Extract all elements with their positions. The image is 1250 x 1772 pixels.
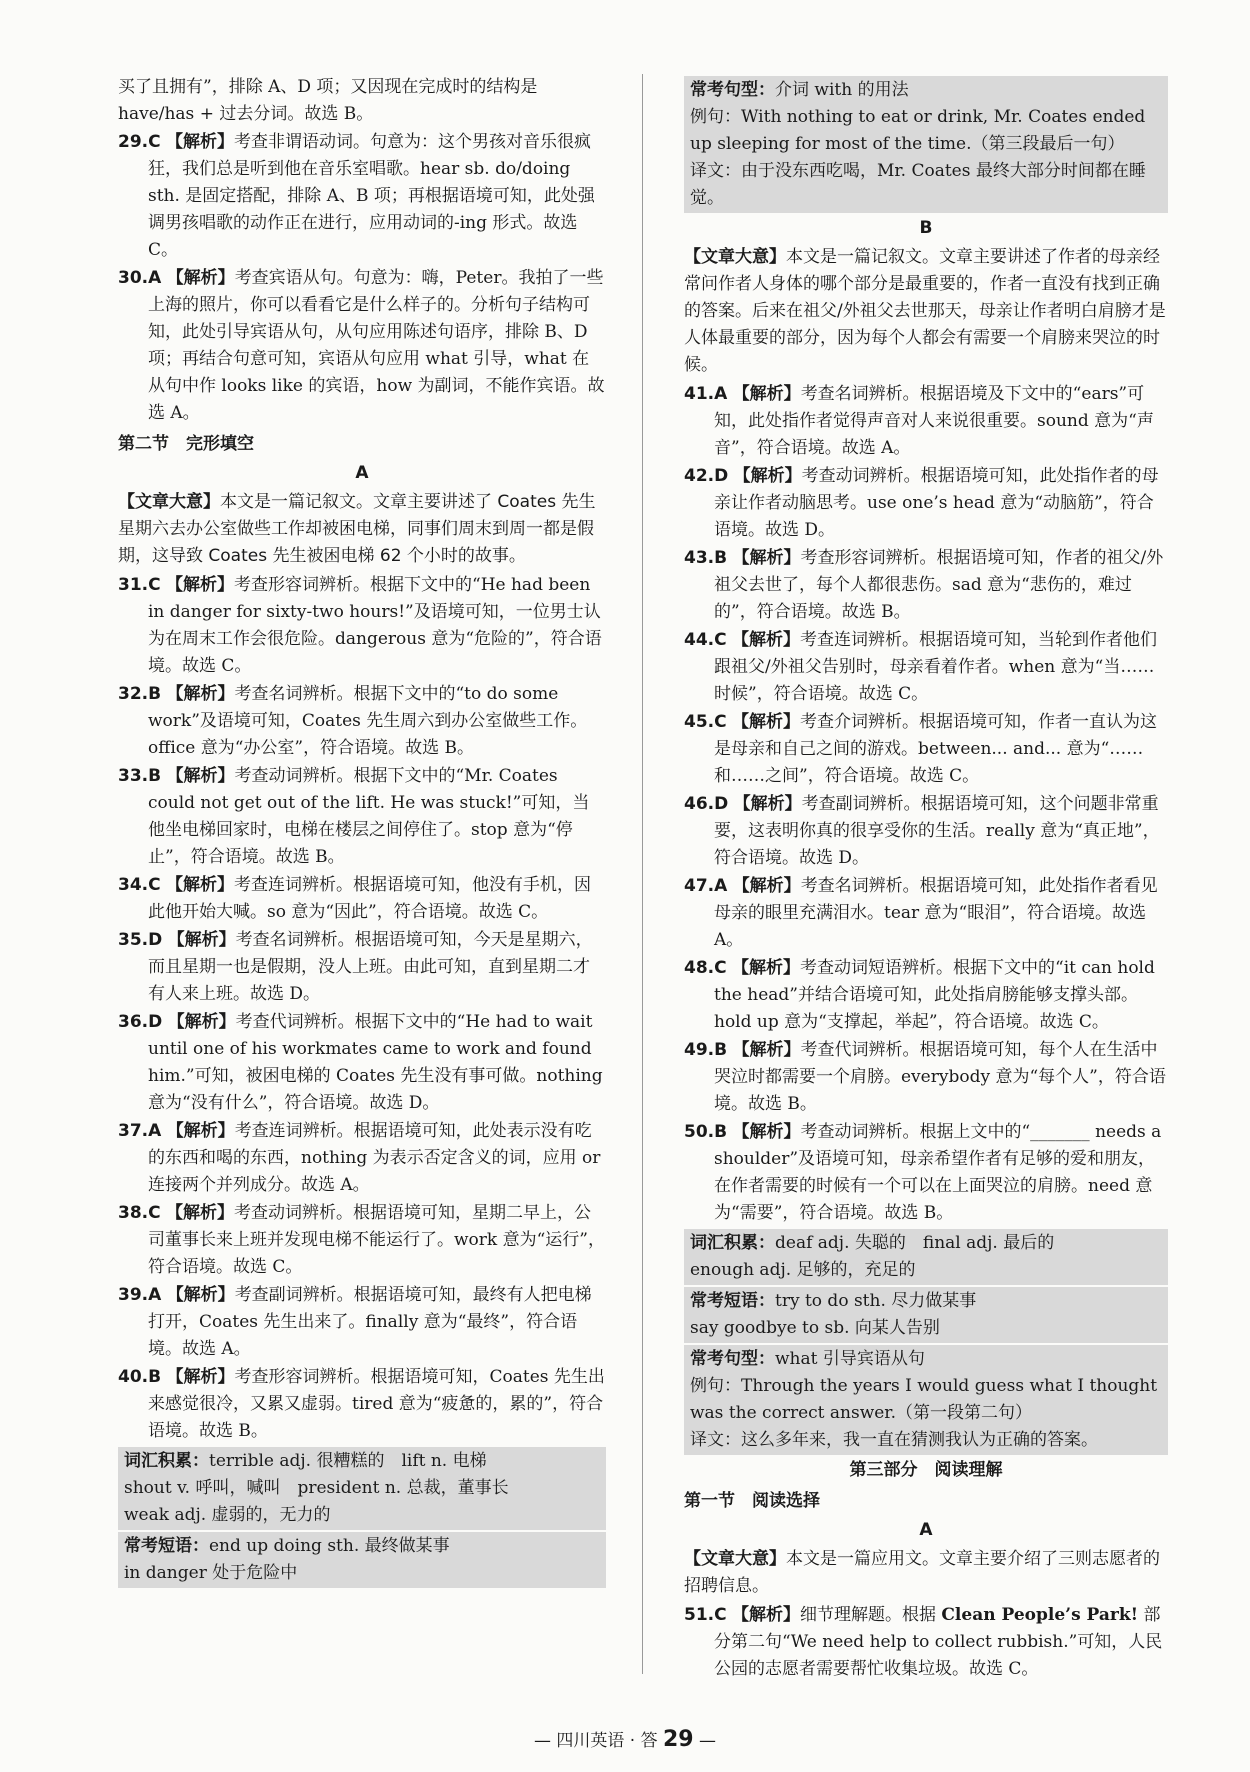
answer-32: 32.B 【解析】考查名词辨析。根据下文中的“to do some work”及语境可知，Coates 先生周六到办公室做些工作。office 意为“办公室”，符合语境。故选 B。	[118, 684, 588, 758]
sentence-pattern-box-b: 常考句型：what 引导宾语从句 例句：Through the years I would guess what I thought was the correct answer.（第一段第二句） 译文：这么多年来，我一直在猜测我认为正确的答案。	[684, 1345, 1168, 1455]
page-footer: — 四川英语 · 答 29 —	[533, 1727, 717, 1752]
section-heading-cloze: 第二节 完形填空	[118, 434, 254, 454]
section-heading-reading: 第一节 阅读选择	[684, 1491, 820, 1511]
answer-38: 38.C 【解析】考查动词辨析。根据语境可知，星期二早上，公司董事长来上班并发现电梯不能运行了。work 意为“运行”，符合语境。故选 C。	[118, 1203, 605, 1277]
answer-49: 49.B 【解析】考查代词辨析。根据语境可知，每个人在生活中哭泣时都需要一个肩膀。everybody 意为“每个人”，符合语境。故选 B。	[684, 1040, 1166, 1114]
answer-35: 35.D 【解析】考查名词辨析。根据语境可知，今天是星期六，而且星期一也是假期，没人上班。由此可知，直到星期二才有人来上班。故选 D。	[118, 930, 593, 1004]
answer-31: 31.C 【解析】考查形容词辨析。根据下文中的“He had been in danger for sixty-two hours!”及语境可知，一位男士认为在周末工作会很危险。dangerous 意为“危险的”，符合语境。故选 C。	[118, 575, 602, 676]
answer-45: 45.C 【解析】考查介词辨析。根据语境可知，作者一直认为这是母亲和自己之间的游戏。between... and... 意为“……和……之间”，符合语境。故选 C。	[684, 712, 1157, 786]
answer-30: 30.A 【解析】考查宾语从句。句意为：嗨，Peter。我拍了一些上海的照片，你可以看看它是什么样子的。分析句子结构可知，此处引导宾语从句，从句应用陈述句语序，排除 B、D 项；再结合句意可知，宾语从句应用 what 引导，what 在从句中作 looks like 的宾语，how 为副词，不能作宾语。故选 A。	[118, 268, 605, 423]
answer-39: 39.A 【解析】考查副词辨析。根据语境可知，最终有人把电梯打开，Coates 先生出来了。finally 意为“最终”，符合语境。故选 A。	[118, 1285, 592, 1359]
vocabulary-box-b: 词汇积累：deaf adj. 失聪的 final adj. 最后的 enough adj. 足够的，充足的	[684, 1229, 1168, 1285]
continued-answer: 买了且拥有”，排除 A、D 项；又因现在完成时的结构是 have/has + 过去分词。故选 B。	[118, 77, 538, 124]
answer-29: 29.C 【解析】考查非谓语动词。句意为：这个男孩对音乐很疯狂，我们总是听到他在音乐室唱歌。hear sb. do/doing sth. 是固定搭配，排除 A、B 项；再根据语境可知，此处强调男孩唱歌的动作正在进行，应用动词的-ing 形式。故选 C。	[118, 132, 595, 260]
answer-44: 44.C 【解析】考查连词辨析。根据语境可知，当轮到作者他们跟祖父/外祖父告别时，母亲看着作者。when 意为“当……时候”，符合语境。故选 C。	[684, 630, 1157, 704]
answer-41: 41.A 【解析】考查名词辨析。根据语境及下文中的“ears”可知，此处指作者觉得声音对人来说很重要。sound 意为“声音”，符合语境。故选 A。	[684, 384, 1154, 458]
passage-letter-a-reading: A	[919, 1520, 933, 1540]
page-number: 29	[663, 1727, 694, 1752]
part-heading-reading: 第三部分 阅读理解	[849, 1460, 1003, 1480]
right-column	[684, 74, 1168, 1684]
answer-37: 37.A 【解析】考查连词辨析。根据语境可知，此处表示没有吃的东西和喝的东西，nothing 为表示否定含义的词，应用 or 连接两个并列成分。故选 A。	[118, 1121, 601, 1195]
answer-42: 42.D 【解析】考查动词辨析。根据语境可知，此处指作者的母亲让作者动脑思考。use one’s head 意为“动脑筋”，符合语境。故选 D。	[684, 466, 1159, 540]
answer-47: 47.A 【解析】考查名词辨析。根据语境可知，此处指作者看见母亲的眼里充满泪水。tear 意为“眼泪”，符合语境。故选 A。	[684, 876, 1158, 950]
passage-summary-c: 【文章大意】本文是一篇应用文。文章主要介绍了三则志愿者的招聘信息。	[684, 1549, 1160, 1596]
answer-48: 48.C 【解析】考查动词短语辨析。根据下文中的“it can hold the head”并结合语境可知，此处指肩膀能够支撑头部。hold up 意为“支撑起，举起”，符合语境。故选 C。	[684, 958, 1155, 1032]
phrase-box-b: 常考短语：try to do sth. 尽力做某事 say goodbye to sb. 向某人告别	[684, 1287, 1168, 1343]
answer-33: 33.B 【解析】考查动词辨析。根据下文中的“Mr. Coates could not get out of the lift. He was stuck!”可知，当他坐电梯回家时，电梯在楼层之间停住了。stop 意为“停止”，符合语境。故选 B。	[118, 766, 590, 867]
answer-40: 40.B 【解析】考查形容词辨析。根据语境可知，Coates 先生出来感觉很冷，又累又虚弱。tired 意为“疲惫的，累的”，符合语境。故选 B。	[118, 1367, 605, 1441]
passage-letter-a: A	[355, 463, 369, 483]
answer-50: 50.B 【解析】考查动词辨析。根据上文中的“_______ needs a shoulder”及语境可知，母亲希望作者有足够的爱和朋友，在作者需要的时候有一个可以在上面哭泣的肩膀。need 意为“需要”，符合语境。故选 B。	[684, 1122, 1162, 1223]
left-column	[118, 74, 606, 1590]
passage-summary-b: 【文章大意】本文是一篇记叙文。文章主要讲述了作者的母亲经常问作者人身体的哪个部分是最重要的，作者一直没有找到正确的答案。后来在祖父/外祖父去世那天，母亲让作者明白肩膀才是人体最重要的部分，因为每个人都会有需要一个肩膀来哭泣的时候。	[684, 247, 1166, 375]
vocabulary-box: 词汇积累：terrible adj. 很糟糕的 lift n. 电梯 shout v. 呼叫，喊叫 president n. 总裁，董事长 weak adj. 虚弱的，无力的	[118, 1447, 606, 1530]
sentence-pattern-box: 常考句型：介词 with 的用法 例句：With nothing to eat or drink, Mr. Coates ended up sleeping for most of the time.（第三段最后一句） 译文：由于没东西吃喝，Mr. Coates 最终大部分时间都在睡觉。	[684, 76, 1168, 213]
column-divider	[642, 74, 643, 1674]
passage-summary-a: 【文章大意】本文是一篇记叙文。文章主要讲述了 Coates 先生星期六去办公室做些工作却被困电梯，同事们周末到周一都是假期，这导致 Coates 先生被困电梯 62 个小时的故事。	[118, 492, 596, 566]
answer-36: 36.D 【解析】考查代词辨析。根据下文中的“He had to wait until one of his workmates came to work and found him.”可知，被困电梯的 Coates 先生没有事可做。nothing 意为“没有什么”，符合语境。故选 D。	[118, 1012, 603, 1113]
answer-43: 43.B 【解析】考查形容词辨析。根据语境可知，作者的祖父/外祖父去世了，每个人都很悲伤。sad 意为“悲伤的，难过的”，符合语境。故选 B。	[684, 548, 1164, 622]
answer-51: 51.C 【解析】细节理解题。根据 Clean People’s Park! 部分第二句“We need help to collect rubbish.”可知，人民公园的志愿者需要帮忙收集垃圾。故选 C。	[684, 1605, 1163, 1679]
answer-34: 34.C 【解析】考查连词辨析。根据语境可知，他没有手机，因此他开始大喊。so 意为“因此”，符合语境。故选 C。	[118, 875, 591, 922]
passage-letter-b: B	[919, 218, 933, 238]
phrase-box: 常考短语：end up doing sth. 最终做某事 in danger 处于危险中	[118, 1532, 606, 1588]
answer-46: 46.D 【解析】考查副词辨析。根据语境可知，这个问题非常重要，这表明你真的很享受你的生活。really 意为“真正地”，符合语境。故选 D。	[684, 794, 1160, 868]
